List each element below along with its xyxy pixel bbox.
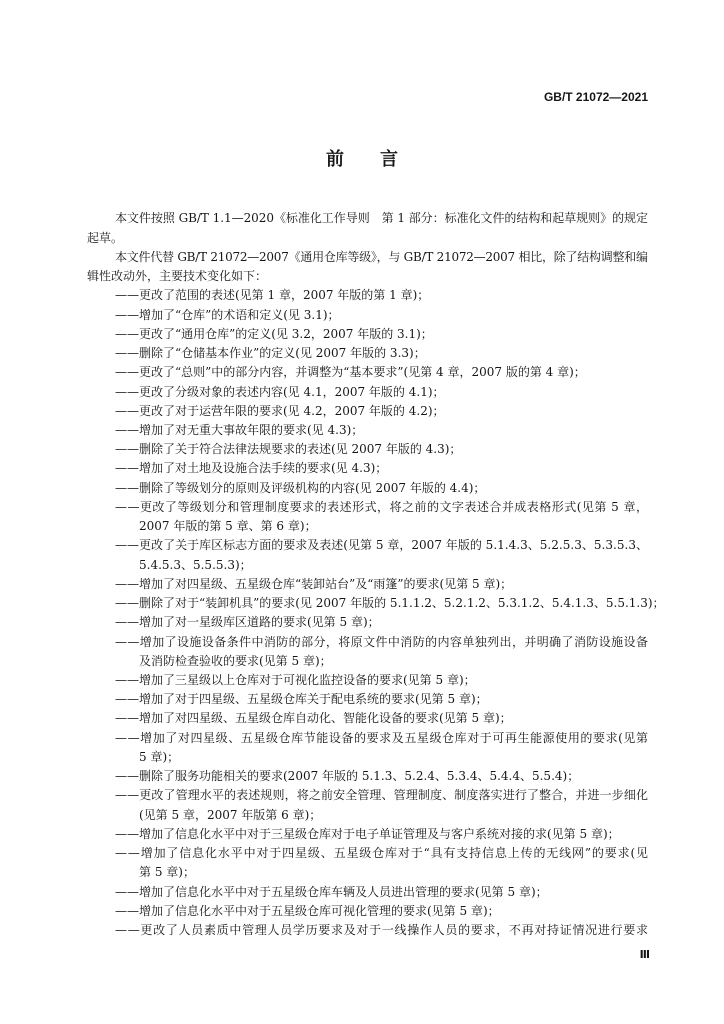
change-item — [87, 383, 648, 402]
line-text: ——增加了信息化水平中对于五星级仓库可视化管理的要求(见第 5 章)； — [115, 903, 500, 918]
change-item — [87, 479, 648, 498]
change-item — [87, 825, 648, 844]
line-text: ——更改了“通用仓库”的定义(见 3.2，2007 年版的 3.1)； — [115, 326, 433, 341]
change-item — [87, 363, 648, 382]
line-text: ——删除了“仓储基本作业”的定义(见 2007 年版的 3.3)； — [115, 346, 426, 361]
change-item-line — [87, 921, 648, 940]
change-item — [87, 767, 648, 786]
paragraph-line — [87, 209, 648, 228]
change-item — [87, 306, 648, 325]
change-item-line — [87, 902, 648, 921]
change-item-line — [87, 402, 648, 421]
line-text: (见第 5 章，2007 年版第 6 章)； — [139, 807, 322, 822]
change-item-line — [87, 459, 648, 478]
line-text: ——增加了信息化水平中对于五星级仓库车辆及人员进出管理的要求(见第 5 章)； — [115, 884, 548, 899]
line-text: ——更改了范围的表述(见第 1 章，2007 年版的第 1 章)； — [115, 288, 430, 303]
page-number: Ⅲ — [639, 948, 650, 961]
change-item — [87, 421, 648, 440]
change-item-line — [87, 286, 648, 305]
change-item-line — [87, 786, 648, 805]
change-item-line — [87, 383, 648, 402]
change-item — [87, 729, 648, 767]
change-item-line — [87, 575, 648, 594]
change-item — [87, 633, 648, 671]
change-item-line — [87, 652, 648, 671]
paragraph-line — [87, 248, 648, 267]
paragraph-line — [87, 267, 648, 286]
change-item-line — [87, 363, 648, 382]
change-item — [87, 613, 648, 632]
standard-code: GB/T 21072—2021 — [543, 90, 648, 104]
change-item-line — [87, 440, 648, 459]
change-item — [87, 459, 648, 478]
line-text: ——增加了对土地及设施合法手续的要求(见 4.3)； — [115, 461, 388, 476]
change-item-line — [87, 863, 648, 882]
change-item-line — [87, 709, 648, 728]
change-item — [87, 690, 648, 709]
line-text: 及消防检查验收的要求(见第 5 章)； — [139, 653, 332, 668]
line-text: ——增加了对无重大事故年限的要求(见 4.3)； — [115, 422, 364, 437]
change-item-line — [87, 844, 648, 863]
line-text: 本文件按照 GB/T 1.1—2020《标准化工作导则 第 1 部分：标准化文件的结构和起草规则》的规定 — [115, 211, 648, 226]
line-text: 本文件代替 GB/T 21072—2007《通用仓库等级》，与 GB/T 21072—2007 相比，除了结构调整和编 — [115, 249, 648, 264]
foreword-body — [87, 209, 665, 940]
change-item-line — [87, 421, 648, 440]
change-item-line — [87, 344, 648, 363]
line-text: ——删除了关于符合法律法规要求的表述(见 2007 年版的 4.3)； — [115, 442, 462, 457]
line-text: ——删除了服务功能相关的要求(2007 年版的 5.1.3、5.2.4、5.3.4、5.4.4、5.5.4)； — [115, 769, 580, 784]
change-item — [87, 594, 665, 613]
line-text: ——增加了对于四星级、五星级仓库关于配电系统的要求(见第 5 章)； — [115, 692, 488, 707]
change-item-line — [87, 825, 648, 844]
line-text: ——增加了三星级以上仓库对于可视化监控设备的要求(见第 5 章)； — [115, 673, 476, 688]
line-text: ——增加了对四星级、五星级仓库“装卸站台”及“雨篷”的要求(见第 5 章)； — [115, 576, 513, 591]
change-item-line — [87, 517, 648, 536]
change-item-line — [87, 806, 648, 825]
line-text: ——增加了对一星级库区道路的要求(见第 5 章)； — [115, 615, 380, 630]
line-text: 辑性改动外，主要技术变化如下： — [87, 269, 268, 284]
line-text: ——更改了对于运营年限的要求(见 4.2，2007 年版的 4.2)； — [115, 403, 445, 418]
line-text: ——更改了“总则”中的部分内容，并调整为“基本要求”(见第 4 章，2007 版的第 4 章)； — [115, 365, 586, 380]
change-item-line — [87, 479, 648, 498]
line-text: ——更改了关于库区标志方面的要求及表述(见第 5 章，2007 年版的 5.1.4.3、5.2.5.3、5.3.5.3、 — [115, 538, 649, 553]
change-item — [87, 575, 648, 594]
change-item-line — [87, 671, 648, 690]
change-item-line — [87, 748, 648, 767]
change-item — [87, 883, 648, 902]
change-item-line — [87, 883, 648, 902]
change-item — [87, 844, 648, 882]
line-text: ——增加了对四星级、五星级仓库节能设备的要求及五星级仓库对于可再生能源使用的要求(见第 — [115, 730, 649, 745]
line-text: 第 5 章)； — [139, 865, 195, 880]
paragraph-line — [87, 229, 648, 248]
line-text: ——增加了信息化水平中对于四星级、五星级仓库对于“具有支持信息上传的无线网”的要求(见 — [115, 846, 649, 861]
paragraph — [87, 209, 648, 247]
line-text: ——更改了人员素质中管理人员学历要求及对于一线操作人员的要求，不再对持证情况进行要求 — [115, 923, 649, 938]
change-item — [87, 902, 648, 921]
change-item-line — [87, 690, 648, 709]
change-item — [87, 709, 648, 728]
page-title: 前 言 — [326, 149, 398, 170]
change-item-line — [87, 594, 665, 613]
line-text: ——增加了设施设备条件中消防的部分，将原文件中消防的内容单独列出，并明确了消防设施设备 — [115, 634, 649, 649]
change-item-line — [87, 613, 648, 632]
change-item — [87, 344, 648, 363]
line-text: ——更改了管理水平的表述规则，将之前安全管理、管理制度、制度落实进行了整合，并进一步细化 — [115, 788, 649, 803]
line-text: ——增加了“仓库”的术语和定义(见 3.1)； — [115, 307, 340, 322]
change-item — [87, 786, 648, 824]
change-item-line — [87, 556, 648, 575]
change-item — [87, 536, 648, 574]
change-item — [87, 440, 648, 459]
line-text: 2007 年版的第 5 章、第 6 章)； — [139, 519, 317, 534]
change-item-line — [87, 306, 648, 325]
line-text: 5.4.5.3、5.5.5.3)； — [139, 557, 252, 572]
line-text: ——删除了对于“装卸机具”的要求(见 2007 年版的 5.1.1.2、5.2.1.2、5.3.1.2、5.4.1.3、5.5.1.3)； — [115, 596, 665, 611]
change-item — [87, 286, 648, 305]
change-item-line — [87, 729, 648, 748]
change-item — [87, 402, 648, 421]
change-item-line — [87, 767, 648, 786]
line-text: ——更改了等级划分和管理制度要求的表述形式，将之前的文字表述合并成表格形式(见第 5 章， — [115, 499, 649, 514]
line-text: ——增加了对四星级、五星级仓库自动化、智能化设备的要求(见第 5 章)； — [115, 711, 512, 726]
change-item-line — [87, 633, 648, 652]
line-text: 起草。 — [87, 230, 124, 245]
change-item-line — [87, 325, 648, 344]
line-text: ——增加了信息化水平中对于三星级仓库对于电子单证管理及与客户系统对接的求(见第 5 章)； — [115, 826, 620, 841]
line-text: 5 章)； — [139, 749, 180, 764]
line-text: ——更改了分级对象的表述内容(见 4.1，2007 年版的 4.1)； — [115, 384, 445, 399]
change-item — [87, 325, 648, 344]
change-item-line — [87, 498, 648, 517]
change-item — [87, 498, 648, 536]
paragraph — [87, 248, 648, 286]
change-item — [87, 921, 648, 940]
change-item — [87, 671, 648, 690]
line-text: ——删除了等级划分的原则及评级机构的内容(见 2007 年版的 4.4)； — [115, 480, 486, 495]
change-item-line — [87, 536, 648, 555]
